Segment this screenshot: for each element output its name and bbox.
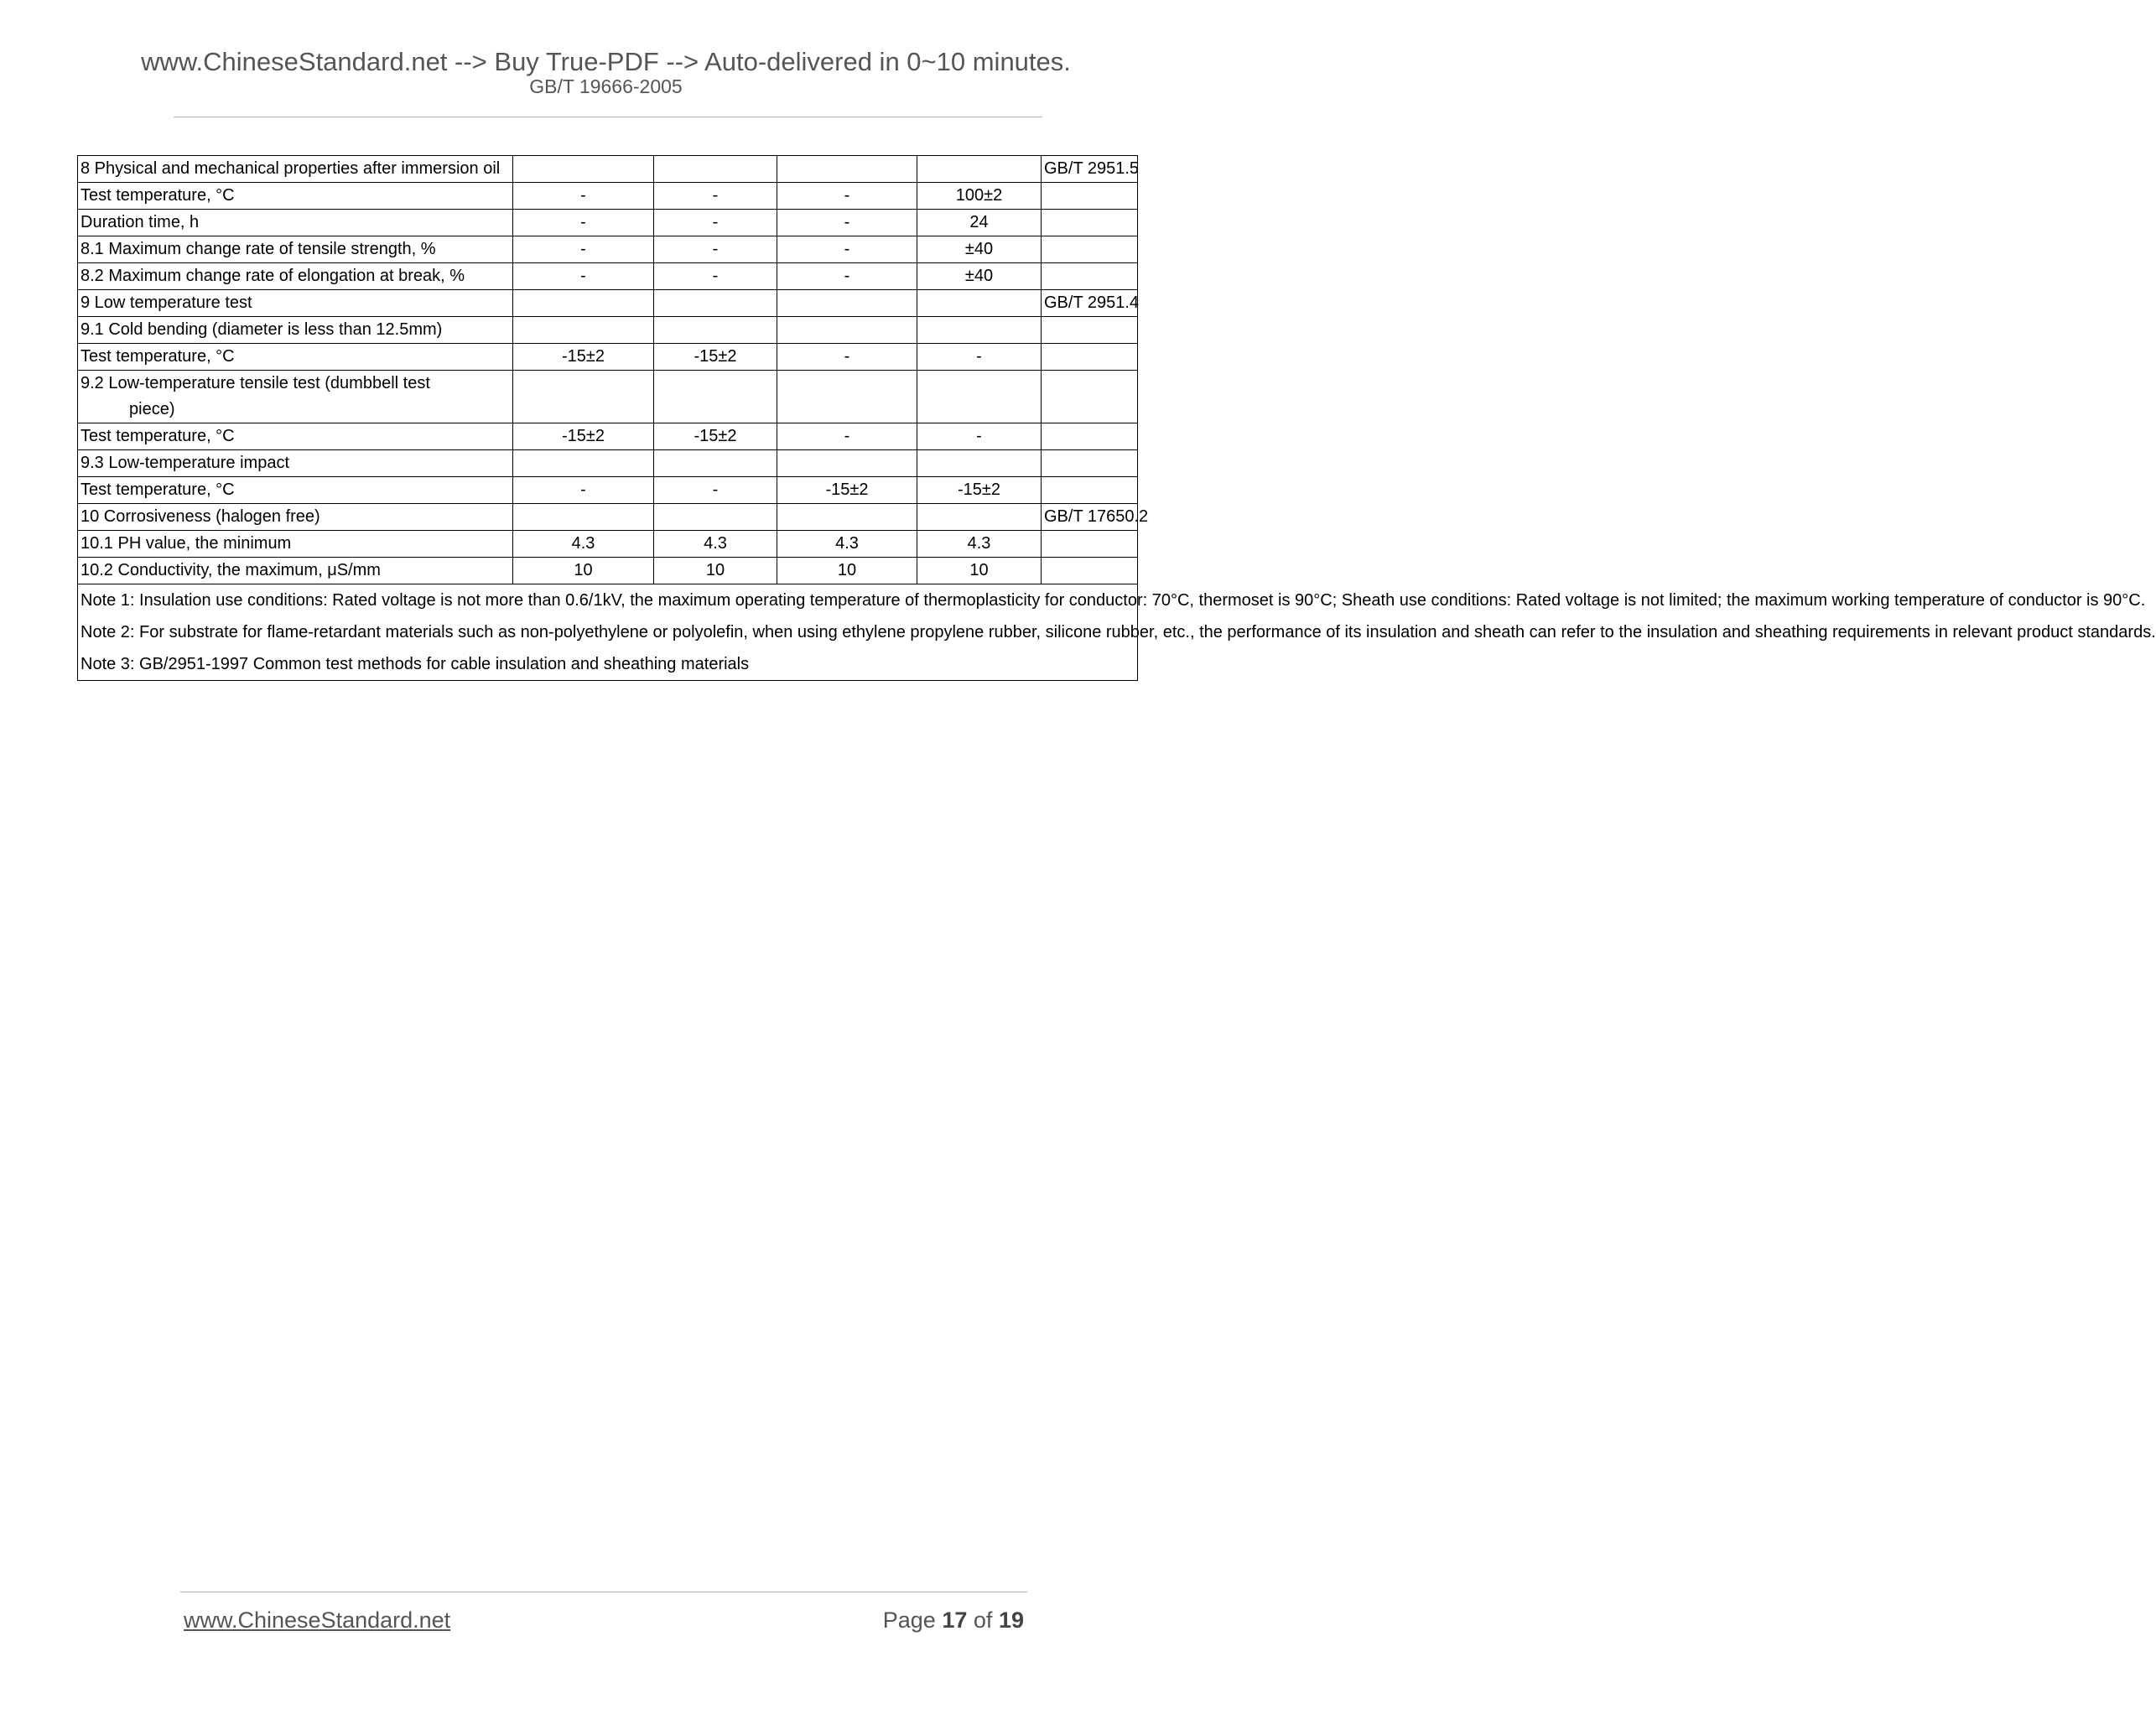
cell-value: ±40 [917,263,1042,290]
page-prefix: Page [882,1608,936,1633]
cell-value: 24 [917,210,1042,236]
cell-value: - [654,263,777,290]
cell-value: 4.3 [777,531,917,558]
table-row [78,504,1138,531]
cell-value: - [917,344,1042,371]
cell-value: - [513,210,654,236]
table-row [78,450,1138,477]
cell-value: -15±2 [777,477,917,504]
row-label: 10.1 PH value, the minimum [78,531,513,558]
cell-value: - [777,236,917,263]
cell-value: 4.3 [917,531,1042,558]
cell-value: -15±2 [654,344,777,371]
row-label: Test temperature, °C [78,344,513,371]
note-2: Note 2: For substrate for flame-retardant materials such as non-polyethylene or polyolefin, when using ethylene propylene rubber, silicone rubber, etc., the performance of its insulation and sheath can refer to the insulation and sheathing requirements in relevant product standards. [81,623,2156,641]
row-label: 10.2 Conductivity, the maximum, μS/mm [78,558,513,584]
page-of: of [973,1608,993,1633]
cell-value: 10 [513,558,654,584]
cell-value: 4.3 [654,531,777,558]
cell-value: ±40 [917,236,1042,263]
standard-number: GB/T 19666-2005 [529,75,683,97]
row-label: 8.2 Maximum change rate of elongation at break, % [78,263,513,290]
cell-value: -15±2 [917,477,1042,504]
cell-value: 10 [917,558,1042,584]
cell-value: 4.3 [513,531,654,558]
notes-cell [78,584,2156,681]
cell-value: - [777,423,917,450]
table-row [78,290,1138,317]
cell-value: -15±2 [654,423,777,450]
row-label: Duration time, h [78,210,513,236]
test-method: GB/T 2951.4 [1042,290,1138,317]
table-row [78,477,1138,504]
cell-value: - [654,477,777,504]
cell-value: - [654,236,777,263]
cell-value: - [513,236,654,263]
page-indicator [883,1608,1024,1633]
table-row [78,423,1138,450]
cell-value: - [513,477,654,504]
header-banner: www.ChineseStandard.net --> Buy True-PDF --> Auto-delivered in 0~10 minutes. [141,47,1071,76]
table-row [78,263,1138,290]
row-label: Test temperature, °C [78,423,513,450]
table-row [78,156,1138,183]
row-label: 9.1 Cold bending (diameter is less than 12.5mm) [78,317,513,344]
note-3: Note 3: GB/2951-1997 Common test methods for cable insulation and sheathing materials [81,655,750,673]
cell-value: - [513,183,654,210]
cell-value: -15±2 [513,423,654,450]
row-label-line: 9.2 Low-temperature tensile test (dumbbell test [81,374,430,392]
table-row [78,317,1138,344]
cell-value: - [654,210,777,236]
cell-value: -15±2 [513,344,654,371]
page-total: 19 [998,1608,1024,1633]
cell-value: - [777,183,917,210]
row-label [78,371,513,423]
row-label: Test temperature, °C [78,183,513,210]
spec-table [77,155,2156,681]
row-label-line: piece) [129,400,175,418]
table-row [78,371,1138,423]
table-row [78,558,1138,584]
row-label: 9.3 Low-temperature impact [78,450,513,477]
table-row [78,210,1138,236]
test-method: GB/T 17650.2 [1042,504,1138,531]
table-row [78,183,1138,210]
table-row [78,531,1138,558]
row-label: Test temperature, °C [78,477,513,504]
section-10-title: 10 Corrosiveness (halogen free) [78,504,513,531]
notes-row [78,584,1138,681]
section-8-title: 8 Physical and mechanical properties after immersion oil [78,156,513,183]
cell-value: - [917,423,1042,450]
note-1: Note 1: Insulation use conditions: Rated voltage is not more than 0.6/1kV, the maximum operating temperature of thermoplasticity for conductor: 70°C, thermoset is 90°C; Sheath use conditions: Rated voltage is not limited; the maximum working temperature of conductor is 90°C. [81,591,2146,610]
cell-value: 10 [777,558,917,584]
cell-value: 10 [654,558,777,584]
test-method: GB/T 2951.5 [1042,156,1138,183]
cell-value: - [513,263,654,290]
cell-value: - [777,344,917,371]
footer-link[interactable]: www.ChineseStandard.net [184,1608,451,1633]
row-label: 8.1 Maximum change rate of tensile strength, % [78,236,513,263]
table-row [78,236,1138,263]
cell-value: - [654,183,777,210]
table-row [78,344,1138,371]
cell-value: - [777,210,917,236]
cell-value: - [777,263,917,290]
page-current: 17 [942,1608,968,1633]
section-9-title: 9 Low temperature test [78,290,513,317]
cell-value: 100±2 [917,183,1042,210]
